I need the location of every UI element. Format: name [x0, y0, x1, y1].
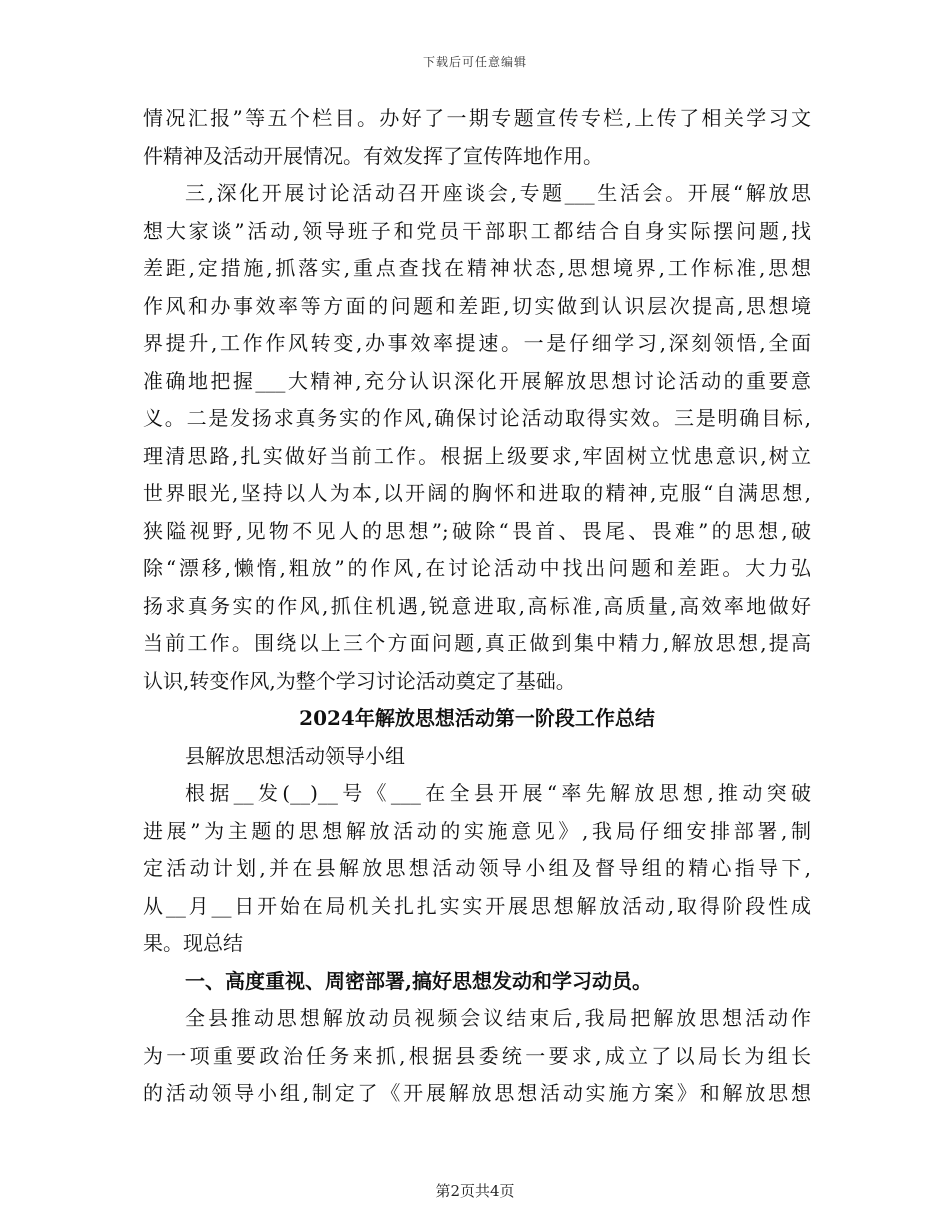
- paragraph-line: 当前工作。围绕以上三个方面问题,真正做到集中精力,解放思想,提高: [143, 631, 811, 655]
- paragraph-line: 根据__发(__)__号《___在全县开展“率先解放思想,推动突破: [185, 781, 811, 805]
- paragraph-line: 情况汇报”等五个栏目。办好了一期专题宣传专栏,上传了相关学习文: [143, 106, 811, 130]
- paragraph-line: 为一项重要政治任务来抓,根据县委统一要求,成立了以局长为组长: [143, 1043, 811, 1068]
- paragraph-line: 理清思路,扎实做好当前工作。根据上级要求,牢固树立忧患意识,树立: [143, 443, 811, 468]
- paragraph-line: 界提升,工作作风转变,办事效率提速。一是仔细学习,深刻领悟,全面: [143, 331, 811, 355]
- paragraph-line: 进展”为主题的思想解放活动的实施意见》,我局仔细安排部署,制: [143, 818, 811, 843]
- paragraph-line: 扬求真务实的作风,抓住机遇,锐意进取,高标准,高质量,高效率地做好: [143, 593, 811, 618]
- paragraph-line: 件精神及活动开展情况。有效发挥了宣传阵地作用。: [143, 143, 603, 168]
- paragraph-line: 三,深化开展讨论活动召开座谈会,专题___生活会。开展“解放思: [185, 181, 811, 205]
- paragraph-line: 世界眼光,坚持以人为本,以开阔的胸怀和进取的精神,克服“自满思想,: [143, 481, 811, 505]
- paragraph-line: 果。现总结: [143, 931, 243, 955]
- page-header: 下载后可任意编辑: [422, 55, 527, 69]
- paragraph-line: 定活动计划,并在县解放思想活动领导小组及督导组的精心指导下,: [143, 856, 811, 880]
- paragraph-line: 全县推动思想解放动员视频会议结束后,我局把解放思想活动作: [185, 1006, 811, 1030]
- section-subtitle: 县解放思想活动领导小组: [185, 743, 405, 768]
- paragraph-line: 的活动领导小组,制定了《开展解放思想活动实施方案》和解放思想: [143, 1081, 811, 1105]
- paragraph-line: 义。二是发扬求真务实的作风,确保讨论活动取得实效。三是明确目标,: [143, 406, 811, 430]
- page-number: 第2页共4页: [435, 1182, 515, 1200]
- paragraph-line: 狭隘视野,见物不见人的思想”;破除“畏首、畏尾、畏难”的思想,破: [143, 518, 811, 543]
- paragraph-line: 想大家谈”活动,领导班子和党员干部职工都结合自身实际摆问题,找: [143, 218, 811, 243]
- paragraph-line: 从__月__日开始在局机关扎扎实实开展思想解放活动,取得阶段性成: [143, 893, 811, 918]
- paragraph-line: 作风和办事效率等方面的问题和差距,切实做到认识层次提高,思想境: [143, 293, 811, 318]
- section-heading: 一、高度重视、周密部署,搞好思想发动和学习动员。: [185, 968, 652, 993]
- section-title: 2024年解放思想活动第一阶段工作总结: [299, 706, 655, 730]
- paragraph-line: 除“漂移,懒惰,粗放”的作风,在讨论活动中找出问题和差距。大力弘: [143, 556, 811, 580]
- document-body: [143, 100, 811, 1113]
- paragraph-line: 认识,转变作风,为整个学习讨论活动奠定了基础。: [143, 668, 576, 693]
- paragraph-line: 准确地把握___大精神,充分认识深化开展解放思想讨论活动的重要意: [143, 368, 811, 393]
- paragraph-line: 差距,定措施,抓落实,重点查找在精神状态,思想境界,工作标准,思想: [143, 256, 811, 280]
